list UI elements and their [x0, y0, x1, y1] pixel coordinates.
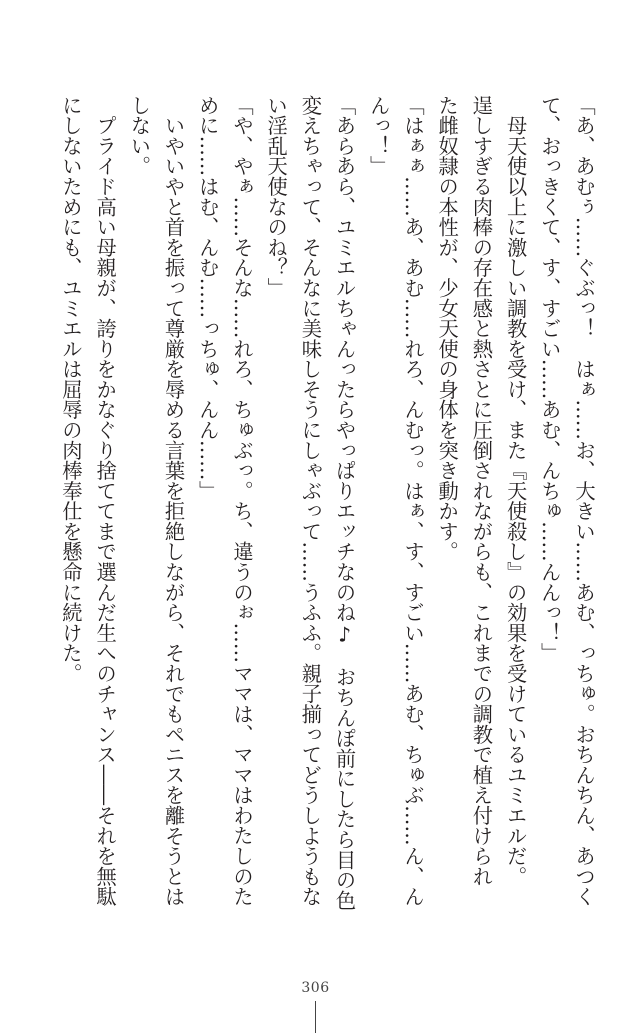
- folio-divider-line: [315, 1001, 316, 1033]
- text-line: しない。: [127, 95, 152, 177]
- page-number: 306: [301, 980, 330, 996]
- text-line: た雌奴隷の本性が、少女天使の身体を突き動かす。: [435, 95, 460, 562]
- body-text: [54, 95, 601, 965]
- text-line: にしないためにも、ユミエルは屈辱の肉棒奉仕を懸命に続けた。: [58, 95, 83, 684]
- text-line: めに……はむ、んむ……っちゅ、んん……」: [195, 95, 220, 501]
- text-line: 母天使以上に激しい調教を受け、また『天使殺し』の効果を受けているユミエルだ。: [503, 95, 528, 887]
- text-line: んっ！」: [366, 95, 391, 177]
- text-line: プライド高い母親が、誇りをかなぐり捨ててまで選んだ生へのチャンス――それを無駄: [93, 95, 118, 907]
- text-line: 「あ、あむぅ……ぐぶっ！ はぁ……お、大きい……あむ、っちゅ。おちんちん、あつく: [572, 95, 596, 907]
- text-line: 逞しすぎる肉棒の存在感と熱さとに圧倒されながらも、これまでの調教で植え付けられ: [469, 95, 494, 887]
- text-line: 変えちゃって、そんなに美味しそうにしゃぶって……うふふ。親子揃ってどうしようもな: [298, 95, 323, 907]
- text-line: 「あらあら、ユミエルちゃんったらやっぱりエッチなのね♪ おちんぽ前にしたら目の色: [332, 95, 357, 911]
- text-line: いやいやと首を振って尊厳を辱める言葉を拒絶しながら、それでもペニスを離そうとは: [161, 95, 186, 907]
- text-line: 「はぁぁ……あ、あむ……れろ、んむっ。はぁ、す、すごい……あむ、ちゅぶ……ん、ん: [400, 95, 425, 907]
- text-line: 「や、やぁ……そんな……れろ、ちゅぶっ。ち、違うのぉ……ママは、ママはわたしのた: [229, 95, 254, 907]
- text-line: い淫乱天使なのね？」: [264, 95, 289, 298]
- text-line: て、おっきくて、す、すごい……あむ、んちゅ……んんっ！」: [537, 95, 562, 664]
